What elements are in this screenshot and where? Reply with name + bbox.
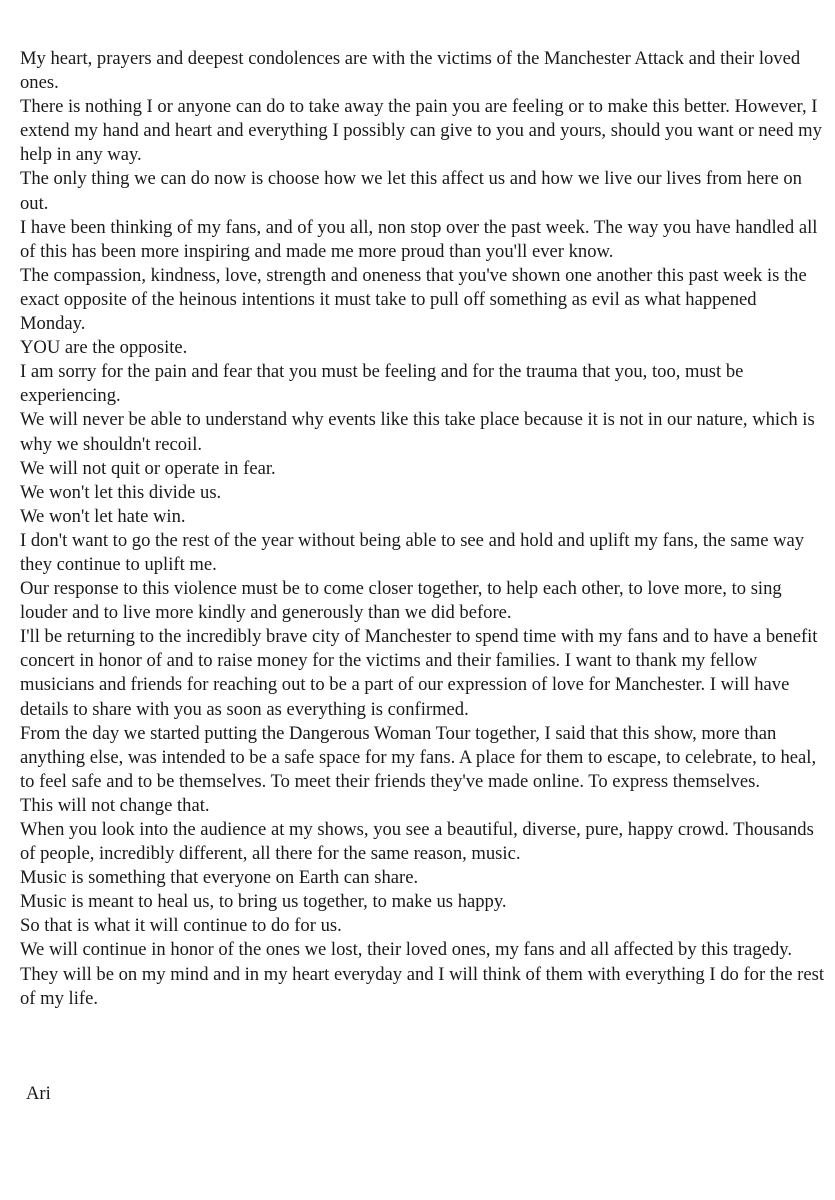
letter-paragraph: We won't let hate win.	[20, 505, 186, 527]
letter-paragraph: So that is what it will continue to do for us.	[20, 915, 342, 937]
letter-paragraph: They will be on my mind and in my heart everyday and I will think of them with everything I do for the rest of my life.	[20, 963, 824, 1009]
letter-paragraph: I am sorry for the pain and fear that you must be feeling and for the trauma that you, too, must be experiencing.	[20, 361, 744, 407]
letter-paragraph: The compassion, kindness, love, strength and oneness that you've shown one another this past week is the exact opposite of the heinous intentions it must take to pull off something as evil as what happened Monday.	[20, 264, 807, 335]
letter-paragraph: I don't want to go the rest of the year without being able to see and hold and uplift my fans, the same way they continue to uplift me.	[20, 529, 805, 575]
letter-paragraph: The only thing we can do now is choose how we let this affect us and how we live our lives from here on out.	[20, 168, 802, 214]
letter-paragraph: We will never be able to understand why events like this take place because it is not in our nature, which is why we shouldn't recoil.	[20, 409, 815, 455]
letter-paragraph: We won't let this divide us.	[20, 481, 222, 503]
letter-paragraph: When you look into the audience at my shows, you see a beautiful, diverse, pure, happy crowd. Thousands of people, incredibly different, all there for the same reason, music.	[20, 819, 814, 865]
letter-body	[20, 47, 825, 1011]
letter-paragraph: There is nothing I or anyone can do to take away the pain you are feeling or to make this better. However, I extend my hand and heart and everything I possibly can give to you and yours, should you want or need my help in any way.	[20, 96, 822, 166]
letter-paragraph: I'll be returning to the incredibly brave city of Manchester to spend time with my fans and to have a benefit concert in honor of and to raise money for the victims and their families. I want to thank my fellow musicians and friends for reaching out to be a part of our expression of love for Manchester. I will have details to share with you as soon as everything is confirmed.	[20, 626, 818, 720]
letter-paragraph: From the day we started putting the Dangerous Woman Tour together, I said that this show, more than anything else, was intended to be a safe space for my fans. A place for them to escape, to celebrate, to heal, to feel safe and to be themselves. To meet their friends they've made online. To express themselves.	[20, 722, 817, 792]
letter-paragraph: Music is meant to heal us, to bring us together, to make us happy.	[20, 891, 507, 913]
letter-paragraph: I have been thinking of my fans, and of you all, non stop over the past week. The way you have handled all of this has been more inspiring and made me more proud than you'll ever know.	[20, 216, 818, 262]
letter-paragraph: YOU are the opposite.	[20, 337, 188, 359]
signature: Ari	[26, 1083, 51, 1104]
letter-paragraph: We will not quit or operate in fear.	[20, 457, 276, 479]
letter-paragraph: This will not change that.	[20, 794, 210, 816]
letter-paragraph: We will continue in honor of the ones we lost, their loved ones, my fans and all affected by this tragedy.	[20, 939, 793, 961]
letter-paragraph: Our response to this violence must be to come closer together, to help each other, to love more, to sing louder and to live more kindly and generously than we did before.	[20, 578, 782, 624]
letter-paragraph: My heart, prayers and deepest condolences are with the victims of the Manchester Attack and their loved ones.	[20, 48, 801, 94]
letter-paragraph: Music is something that everyone on Earth can share.	[20, 867, 419, 889]
